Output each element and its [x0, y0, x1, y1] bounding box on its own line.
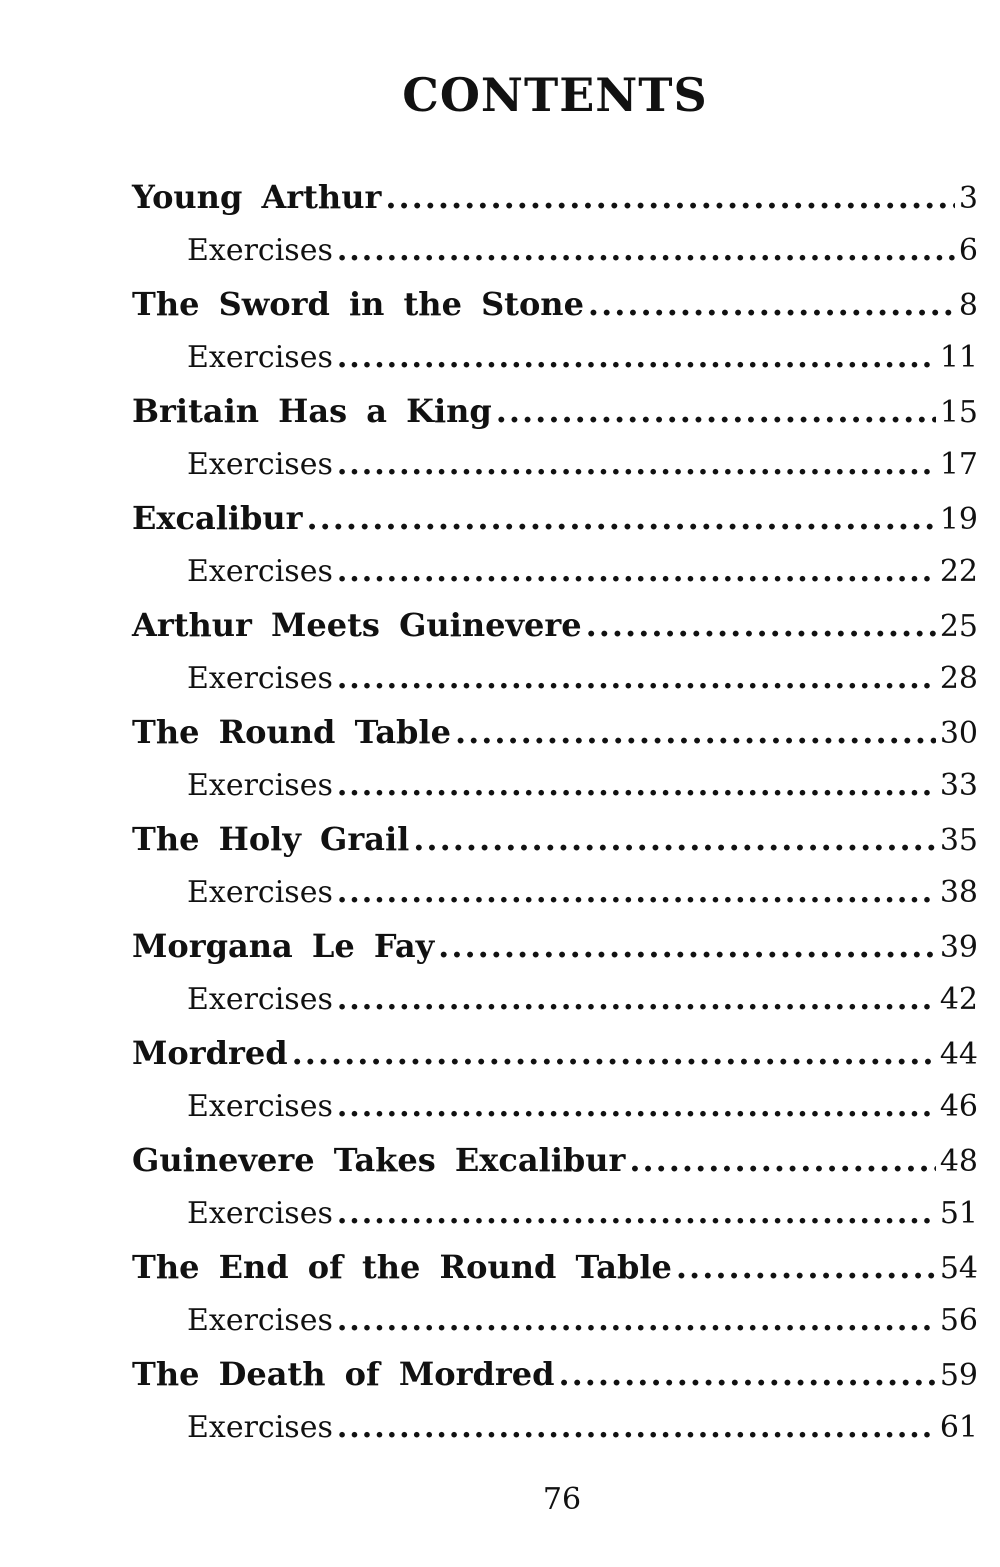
- toc-exercises-entry[interactable]: [132, 1188, 978, 1240]
- toc-exercises-entry[interactable]: [132, 225, 978, 277]
- toc-chapter-entry[interactable]: [132, 170, 978, 225]
- chapter-page-number: 8: [958, 288, 978, 323]
- chapter-page-number: 30: [939, 716, 978, 751]
- toc-chapter-entry[interactable]: [132, 384, 978, 439]
- chapter-title: Arthur Meets Guinevere: [132, 606, 582, 644]
- exercises-label: Exercises: [187, 982, 333, 1017]
- chapter-page-number: 25: [939, 609, 978, 644]
- chapter-title: Guinevere Takes Excalibur: [132, 1141, 626, 1179]
- chapter-title: Excalibur: [132, 499, 303, 537]
- dot-leader: [586, 598, 936, 653]
- page-title: CONTENTS: [402, 68, 708, 122]
- exercises-page-number: 56: [939, 1303, 978, 1338]
- chapter-title: The Sword in the Stone: [132, 285, 584, 323]
- toc-exercises-entry[interactable]: [132, 653, 978, 705]
- dot-leader: [337, 1295, 936, 1347]
- toc-chapter-entry[interactable]: [132, 919, 978, 974]
- exercises-page-number: 51: [939, 1196, 978, 1231]
- chapter-page-number: 35: [939, 823, 978, 858]
- exercises-page-number: 11: [939, 340, 978, 375]
- dot-leader: [455, 705, 936, 760]
- toc-exercises-entry[interactable]: [132, 867, 978, 919]
- exercises-label: Exercises: [187, 1303, 333, 1338]
- dot-leader: [337, 439, 936, 491]
- exercises-page-number: 17: [939, 447, 978, 482]
- dot-leader: [337, 1188, 936, 1240]
- exercises-page-number: 6: [958, 233, 978, 268]
- table-of-contents: [132, 170, 978, 1454]
- dot-leader: [337, 546, 936, 598]
- dot-leader: [337, 974, 936, 1026]
- exercises-page-number: 46: [939, 1089, 978, 1124]
- toc-chapter-entry[interactable]: [132, 1133, 978, 1188]
- chapter-title: The Round Table: [132, 713, 451, 751]
- dot-leader: [337, 653, 936, 705]
- chapter-title: Britain Has a King: [132, 392, 492, 430]
- dot-leader: [337, 867, 936, 919]
- exercises-label: Exercises: [187, 875, 333, 910]
- exercises-page-number: 33: [939, 768, 978, 803]
- dot-leader: [676, 1240, 936, 1295]
- dot-leader: [413, 812, 936, 867]
- dot-leader: [558, 1347, 935, 1402]
- dot-leader: [292, 1026, 936, 1081]
- chapter-page-number: 44: [939, 1037, 978, 1072]
- toc-chapter-entry[interactable]: [132, 1347, 978, 1402]
- exercises-page-number: 22: [939, 554, 978, 589]
- exercises-label: Exercises: [187, 554, 333, 589]
- toc-exercises-entry[interactable]: [132, 1402, 978, 1454]
- exercises-page-number: 42: [939, 982, 978, 1017]
- toc-exercises-entry[interactable]: [132, 332, 978, 384]
- dot-leader: [385, 170, 955, 225]
- chapter-page-number: 48: [939, 1144, 978, 1179]
- toc-exercises-entry[interactable]: [132, 439, 978, 491]
- exercises-label: Exercises: [187, 1089, 333, 1124]
- chapter-title: The Holy Grail: [132, 820, 410, 858]
- chapter-title: Young Arthur: [132, 178, 382, 216]
- dot-leader: [337, 1402, 936, 1454]
- exercises-page-number: 61: [939, 1410, 978, 1445]
- toc-exercises-entry[interactable]: [132, 546, 978, 598]
- exercises-label: Exercises: [187, 233, 333, 268]
- toc-chapter-entry[interactable]: [132, 598, 978, 653]
- toc-exercises-entry[interactable]: [132, 974, 978, 1026]
- chapter-page-number: 15: [939, 395, 978, 430]
- dot-leader: [307, 491, 936, 546]
- dot-leader: [588, 277, 955, 332]
- chapter-page-number: 3: [958, 181, 978, 216]
- dot-leader: [337, 225, 955, 277]
- toc-exercises-entry[interactable]: [132, 1081, 978, 1133]
- page-number: 76: [542, 1482, 582, 1517]
- chapter-page-number: 59: [939, 1358, 978, 1393]
- toc-chapter-entry[interactable]: [132, 1026, 978, 1081]
- toc-chapter-entry[interactable]: [132, 277, 978, 332]
- dot-leader: [337, 332, 936, 384]
- exercises-page-number: 38: [939, 875, 978, 910]
- toc-exercises-entry[interactable]: [132, 760, 978, 812]
- exercises-page-number: 28: [939, 661, 978, 696]
- chapter-title: Mordred: [132, 1034, 288, 1072]
- exercises-label: Exercises: [187, 661, 333, 696]
- exercises-label: Exercises: [187, 340, 333, 375]
- toc-chapter-entry[interactable]: [132, 1240, 978, 1295]
- chapter-page-number: 54: [939, 1251, 978, 1286]
- toc-chapter-entry[interactable]: [132, 812, 978, 867]
- exercises-label: Exercises: [187, 768, 333, 803]
- toc-chapter-entry[interactable]: [132, 491, 978, 546]
- chapter-title: The End of the Round Table: [132, 1248, 672, 1286]
- chapter-page-number: 39: [939, 930, 978, 965]
- chapter-title: Morgana Le Fay: [132, 927, 435, 965]
- dot-leader: [337, 760, 936, 812]
- dot-leader: [438, 919, 936, 974]
- dot-leader: [629, 1133, 935, 1188]
- dot-leader: [337, 1081, 936, 1133]
- chapter-page-number: 19: [939, 502, 978, 537]
- exercises-label: Exercises: [187, 447, 333, 482]
- exercises-label: Exercises: [187, 1410, 333, 1445]
- toc-exercises-entry[interactable]: [132, 1295, 978, 1347]
- dot-leader: [496, 384, 936, 439]
- toc-chapter-entry[interactable]: [132, 705, 978, 760]
- exercises-label: Exercises: [187, 1196, 333, 1231]
- chapter-title: The Death of Mordred: [132, 1355, 555, 1393]
